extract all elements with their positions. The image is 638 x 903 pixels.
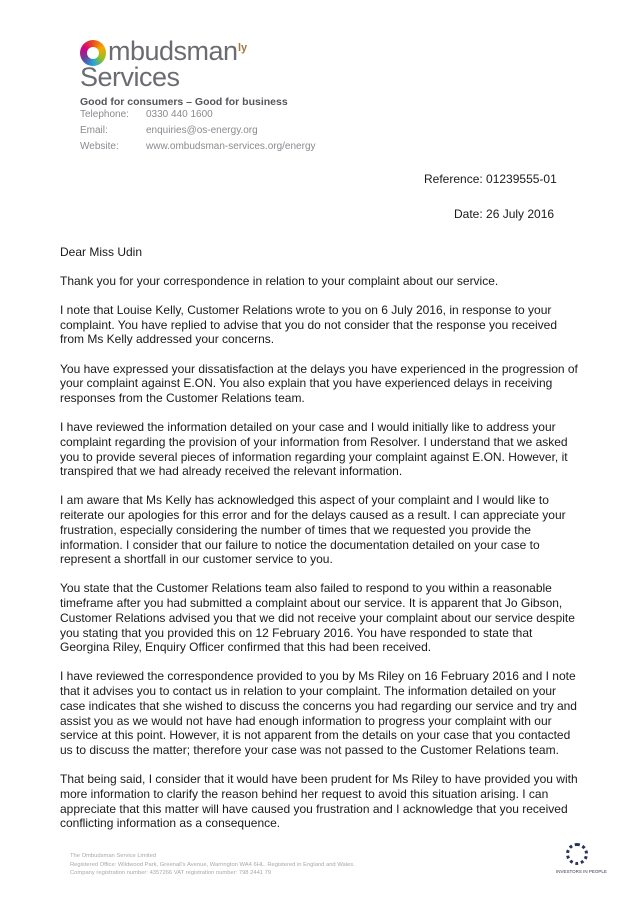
- logo-line1: mbudsman: [108, 36, 238, 66]
- letter-date: Date: 26 July 2016: [454, 207, 555, 221]
- logo-line2: Services: [80, 62, 180, 92]
- footer-company: The Ombudsman Service Limited: [70, 853, 157, 859]
- tagline: Good for consumers – Good for business: [80, 96, 288, 108]
- footer-registration: Company registration number: 4357266 VAT registration number: 798 2441 79: [70, 870, 272, 876]
- reference: Reference: 01239555-01: [424, 172, 557, 186]
- contact-value: enquiries@os-energy.org: [146, 125, 258, 136]
- contact-value: 0330 440 1600: [146, 109, 213, 120]
- paragraph: I have reviewed the information detailed on your case and I would initially like to address your complaint regarding the provision of your information from Resolver. I understand that we asked you to provide several pieces of information regarding your complaint against E.ON. However, it transpired that we had already received the relevant information.: [60, 420, 568, 479]
- contact-label: Email:: [80, 125, 108, 136]
- salutation: Dear Miss Udin: [60, 245, 143, 259]
- contact-website: [80, 139, 316, 155]
- paragraph: That being said, I consider that it would have been prudent for Ms Riley to have provided you with more information to clarify the reason behind her request to avoid this situation arising. I can appreciate that this matter will have caused you frustration and I acknowledge that you received conflicting information as a consequence.: [60, 772, 578, 831]
- paragraph: I note that Louise Kelly, Customer Relations wrote to you on 6 July 2016, in response to your complaint. You have replied to advise that you do not consider that the response you received from Ms Kelly addressed your concerns.: [60, 302, 557, 347]
- contact-email: [80, 123, 316, 139]
- logo-superscript: ly: [238, 42, 248, 54]
- letter-body: [60, 245, 580, 846]
- investors-in-people-badge: [556, 843, 607, 879]
- contact-label: Website:: [80, 141, 119, 152]
- paragraph: Thank you for your correspondence in relation to your complaint about our service.: [60, 273, 499, 288]
- paragraph: I have reviewed the correspondence provided to you by Ms Riley on 16 February 2016 and I note that it advises you to contact us in relation to your complaint. The information detailed on your case indicates that she wished to discuss the concerns you had regarding our service and try and assist you as we would not have had enough information to progress your complaint with our service at this point. However, it is not apparent from the details on your case that you contacted us to discuss the matter; therefore your case was not passed to the Customer Relations team.: [60, 669, 577, 757]
- badge-label: INVESTORS IN PEOPLE: [556, 869, 607, 874]
- contact-block: [80, 107, 316, 155]
- paragraph: I am aware that Ms Kelly has acknowledged this aspect of your complaint and I would like to reiterate our apologies for this error and for the delays caused as a result. I can appreciate your frustration, especially considering the number of times that we requested you provide the information. I consider that our failure to notice the documentation detailed on your case to represent a shortfall in our customer service to you.: [60, 493, 566, 567]
- laurel-icon: [566, 843, 588, 865]
- footer: [70, 852, 355, 878]
- contact-value: www.ombudsman-services.org/energy: [146, 141, 316, 152]
- contact-label: Telephone:: [80, 109, 129, 120]
- contact-telephone: [80, 107, 316, 123]
- paragraph: You have expressed your dissatisfaction at the delays you have experienced in the progression of your complaint against E.ON. You also explain that you have experienced delays in receiving responses from the Customer Relations team.: [60, 361, 578, 405]
- footer-address: Registered Office: Wildwood Park, Greenall's Avenue, Warrington WA4 6HL. Registered in England and Wales.: [70, 861, 355, 868]
- paragraph: You state that the Customer Relations team also failed to respond to you within a reasonable timeframe after you had submitted a complaint about our service. It is apparent that Jo Gibson, Customer Relations advised you that we did not receive your complaint about our service despite you stating that you provided this on 12 February 2016. You have responded to state that Georgina Riley, Enquiry Officer confirmed that this had been received.: [60, 581, 575, 655]
